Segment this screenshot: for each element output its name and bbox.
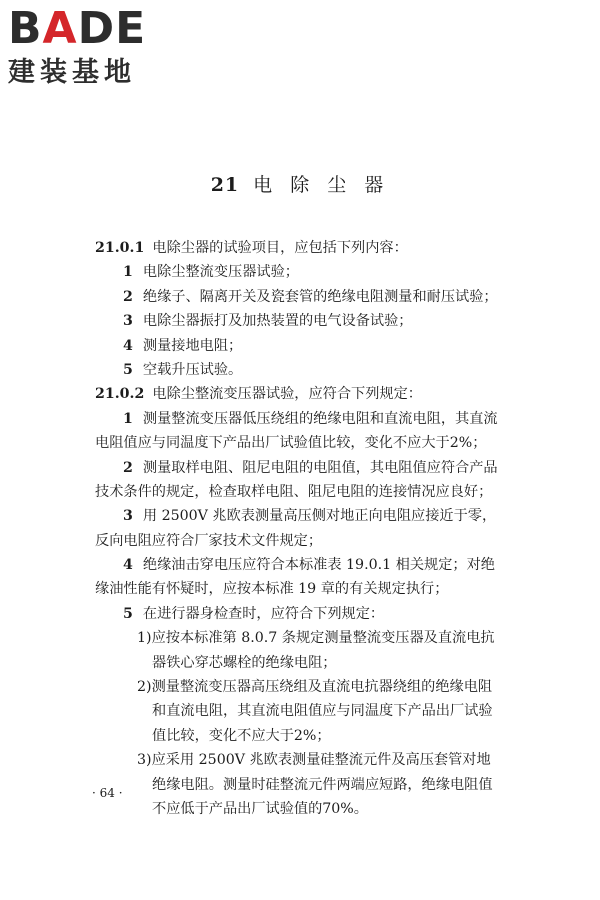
clause-content <box>95 236 515 821</box>
list-item: 2 测量取样电阻、阻尼电阻的电阻值，其电阻值应符合产品 <box>123 459 498 476</box>
list-item: 1 电除尘整流变压器试验； <box>123 264 299 281</box>
list-item: 3 电除尘器振打及加热装置的电气设备试验； <box>123 313 413 330</box>
clause-heading: 21.0.2 电除尘整流变压器试验，应符合下列规定： <box>95 386 422 403</box>
list-item: 3 用 2500V 兆欧表测量高压侧对地正向电阻应接近于零， <box>123 508 497 525</box>
list-item-continuation: 技术条件的规定，检查取样电阻、阻尼电阻的连接情况应良好； <box>95 483 493 500</box>
chapter-name: 电 除 尘 器 <box>253 174 390 196</box>
sub-item: 1)应按本标准第 8.0.7 条规定测量整流变压器及直流电抗 <box>137 630 495 647</box>
list-item: 4 测量接地电阻； <box>123 337 243 354</box>
list-item-continuation: 缘油性能有怀疑时，应按本标准 19 章的有关规定执行； <box>95 581 449 598</box>
list-item-continuation: 电阻值应与同温度下产品出厂试验值比较，变化不应大于2%； <box>95 435 487 452</box>
logo-subtitle: 建装基地 <box>8 57 136 88</box>
list-item: 5 在进行器身检查时，应符合下列规定： <box>123 605 385 622</box>
page-number: · 64 · <box>92 786 123 800</box>
clause-heading: 21.0.1 电除尘器的试验项目，应包括下列内容： <box>95 240 408 256</box>
sub-item: 3)应采用 2500V 兆欧表测量硅整流元件及高压套管对地 <box>137 752 491 769</box>
chapter-number: 21 <box>210 174 240 196</box>
list-item: 5 空载升压试验。 <box>123 361 243 378</box>
sub-item-continuation: 不应低于产品出厂试验值的70%。 <box>152 800 368 817</box>
list-item-continuation: 反向电阻应符合厂家技术文件规定； <box>95 532 323 549</box>
list-item: 4 绝缘油击穿电压应符合本标准表 19.0.1 相关规定；对绝 <box>123 557 495 574</box>
chapter-title <box>0 170 600 197</box>
logo-accent-letter: A <box>42 3 78 54</box>
logo-wordmark: BADE <box>8 3 147 54</box>
list-item: 1 测量整流变压器低压绕组的绝缘电阻和直流电阻，其直流 <box>123 410 498 427</box>
sub-item-continuation: 绝缘电阻。测量时硅整流元件两端应短路，绝缘电阻值 <box>152 776 493 793</box>
list-item: 2 绝缘子、隔离开关及瓷套管的绝缘电阻测量和耐压试验； <box>123 288 498 305</box>
sub-item-continuation: 器铁心穿芯螺栓的绝缘电阻； <box>152 654 337 671</box>
sub-item: 2)测量整流变压器高压绕组及直流电抗器绕组的绝缘电阻 <box>137 679 493 696</box>
sub-item-continuation: 值比较，变化不应大于2%； <box>152 727 331 744</box>
brand-logo <box>8 4 178 96</box>
sub-item-continuation: 和直流电阻，其直流电阻值应与同温度下产品出厂试验 <box>152 703 493 720</box>
